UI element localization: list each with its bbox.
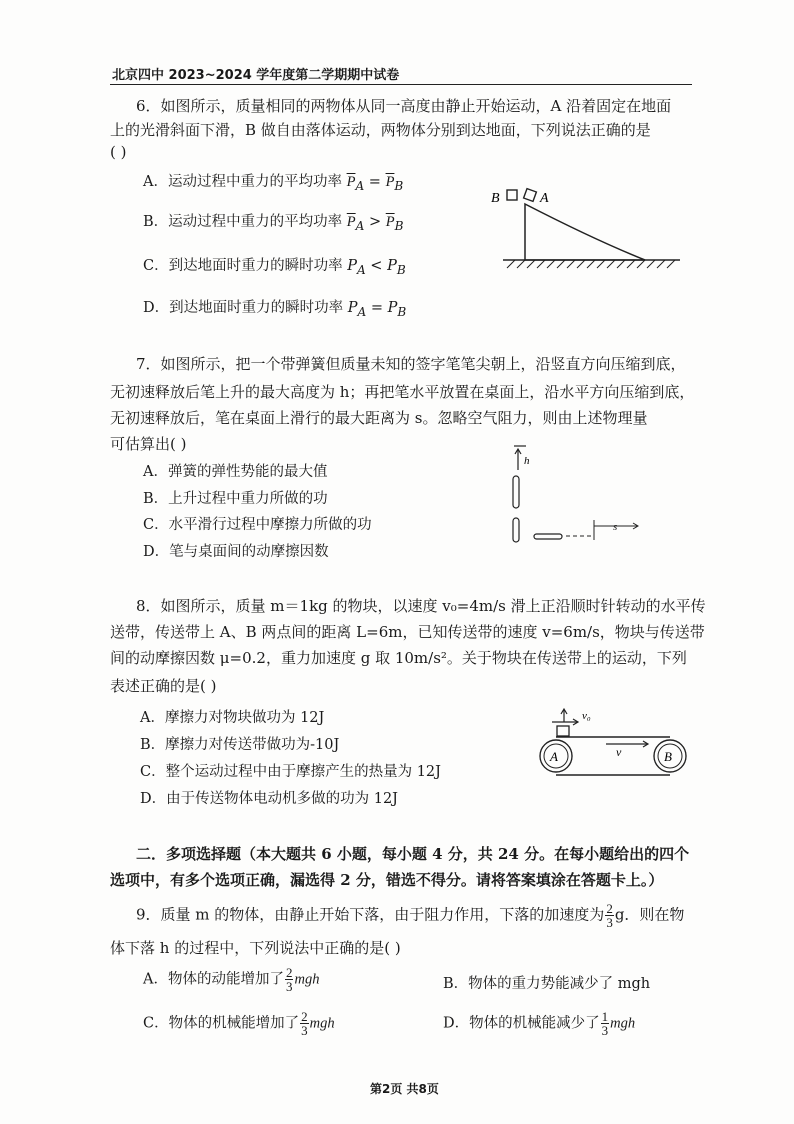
- q6-answer-blank: ( ): [110, 143, 127, 161]
- q8-option-a: A．摩擦力对物块做功为 12J: [140, 710, 325, 726]
- q7-option-a: A．弹簧的弹性势能的最大值: [143, 464, 328, 480]
- section2-heading-line1: 二．多项选择题（本大题共 6 小题，每小题 4 分，共 24 分。在每小题给出的四个: [136, 845, 690, 863]
- q6-option-d-formula: $P_A = P_B$: [347, 300, 407, 319]
- q9-option-a-denominator: 3: [285, 979, 293, 994]
- q6-fig-label-a: A: [540, 191, 549, 206]
- q6-option-a: [143, 170, 403, 193]
- q6-option-d-text: D．到达地面时重力的瞬时功率: [143, 300, 344, 316]
- q7-option-c: C．水平滑行过程中摩擦力所做的功: [143, 517, 372, 533]
- q8-stem-line2: 送带，传送带上 A、B 两点间的距离 L=6m，已知传送带的速度 v=6m/s，物块与传送带: [110, 623, 705, 641]
- q8-stem-line4: 表述正确的是( ): [110, 677, 217, 695]
- q9-stem-line1-text: 9．质量 m 的物体，由静止开始下落，由于阻力作用，下落的加速度为: [136, 905, 605, 924]
- q8-option-c: C．整个运动过程中由于摩擦产生的热量为 12J: [140, 764, 441, 780]
- q9-option-c: [143, 1010, 335, 1037]
- q6-option-c-text: C．到达地面时重力的瞬时功率: [143, 258, 343, 274]
- q6-option-c-formula: $P_A < P_B$: [347, 258, 406, 277]
- q9-fraction-numerator: 2: [606, 901, 613, 916]
- q8-stem-line3: 间的动摩擦因数 μ=0.2，重力加速度 g 取 10m/s²。关于物块在传送带上的运动，下列: [110, 649, 687, 667]
- q6-option-b-formula: $\overline{P}_A > \overline{P}_B$: [346, 214, 404, 233]
- q7-stem-line1: 7．如图所示，把一个带弹簧但质量未知的签字笔笔尖朝上，沿竖直方向压缩到底，: [136, 355, 686, 373]
- q8-fig-label-b: B: [664, 749, 672, 764]
- q6-option-a-text: A．运动过程中重力的平均功率: [143, 174, 342, 190]
- page-total: 共8页: [406, 1082, 439, 1096]
- q6-incline-figure: [485, 180, 695, 275]
- header-rule: [110, 84, 692, 85]
- q7-fig-label-h: h: [524, 455, 530, 467]
- q9-option-c-unit: mgh: [309, 1015, 335, 1032]
- q8-fig-label-a: A: [550, 749, 558, 764]
- q9-option-d-text: D．物体的机械能减少了: [443, 1015, 600, 1032]
- q9-option-d-fraction: [601, 1010, 610, 1037]
- q7-pen-vertical-bottom: [513, 518, 519, 542]
- q6-option-c: [143, 254, 406, 277]
- q9-option-a: [143, 966, 319, 993]
- q7-fig-label-s: s: [613, 521, 618, 533]
- q8-stem-line1: 8．如图所示，质量 m＝1kg 的物块，以速度 v₀=4m/s 滑上正沿顺时针转动的水平传: [136, 597, 706, 615]
- q9-option-d: [443, 1010, 635, 1037]
- q9-option-a-text: A．物体的动能增加了: [143, 971, 284, 988]
- q8-conveyor-figure: [530, 700, 695, 780]
- q6-option-a-formula: $\overline{P}_A = \overline{P}_B$: [346, 174, 404, 193]
- q9-stem-line1-tail: g．则在物: [614, 905, 685, 924]
- page-number: 第2页: [370, 1082, 403, 1096]
- exam-header: 北京四中 2023~2024 学年度第二学期期中试卷: [112, 68, 400, 83]
- q7-pen-figure: [500, 440, 645, 550]
- q8-fig-label-v: v: [616, 745, 622, 759]
- q6-stem-line2: 上的光滑斜面下滑，B 做自由落体运动，两物体分别到达地面，下列说法正确的是: [110, 121, 651, 139]
- q7-stem-line2: 无初速释放后笔上升的最大高度为 h；再把笔水平放置在桌面上，沿水平方向压缩到底，: [110, 383, 695, 401]
- q9-fraction: [605, 902, 614, 929]
- q9-option-c-numerator: 2: [301, 1009, 308, 1024]
- q9-option-d-denominator: 3: [601, 1023, 609, 1038]
- section2-heading-line2: 选项中，有多个选项正确，漏选得 2 分，错选不得分。请将答案填涂在答题卡上。）: [110, 871, 664, 889]
- q9-option-a-unit: mgh: [294, 971, 320, 988]
- q7-option-d: D．笔与桌面间的动摩擦因数: [143, 544, 329, 560]
- q9-option-d-numerator: 1: [601, 1009, 609, 1024]
- q8-block: [557, 726, 569, 736]
- q6-option-b-text: B．运动过程中重力的平均功率: [143, 214, 343, 230]
- q9-option-b: B．物体的重力势能减少了 mgh: [443, 976, 651, 992]
- q6-incline: [525, 204, 645, 260]
- q6-fig-label-b: B: [491, 191, 500, 206]
- q9-option-a-fraction: [285, 966, 294, 993]
- q9-option-c-denominator: 3: [301, 1023, 308, 1038]
- q9-option-a-numerator: 2: [285, 965, 293, 980]
- q8-option-b: B．摩擦力对传送带做功为-10J: [140, 737, 340, 753]
- page-footer: [370, 1080, 439, 1097]
- q7-pen-vertical-top: [513, 476, 519, 508]
- q6-block-a: [524, 189, 537, 202]
- q8-fig-label-v0: v₀: [582, 710, 591, 722]
- q6-option-b: [143, 210, 403, 233]
- q9-stem-line2: 体下落 h 的过程中，下列说法中正确的是( ): [110, 939, 401, 957]
- q6-option-d: [143, 296, 406, 319]
- q9-stem-line1: [136, 902, 684, 929]
- q8-option-d: D．由于传送物体电动机多做的功为 12J: [140, 791, 398, 807]
- q9-option-c-text: C．物体的机械能增加了: [143, 1015, 300, 1032]
- q7-pen-horizontal-start: [534, 534, 562, 539]
- q6-ground-hatch: [507, 260, 675, 268]
- q6-block-b: [507, 190, 517, 200]
- q9-fraction-denominator: 3: [606, 915, 613, 930]
- q9-option-d-unit: mgh: [610, 1015, 636, 1032]
- q6-stem-line1: 6．如图所示，质量相同的两物体从同一高度由静止开始运动，A 沿着固定在地面: [136, 97, 672, 115]
- q7-option-b: B．上升过程中重力所做的功: [143, 491, 328, 507]
- q7-stem-line3: 无初速释放后，笔在桌面上滑行的最大距离为 s。忽略空气阻力，则由上述物理量: [110, 409, 648, 427]
- q7-stem-line4: 可估算出( ): [110, 435, 187, 453]
- q9-option-c-fraction: [300, 1010, 309, 1037]
